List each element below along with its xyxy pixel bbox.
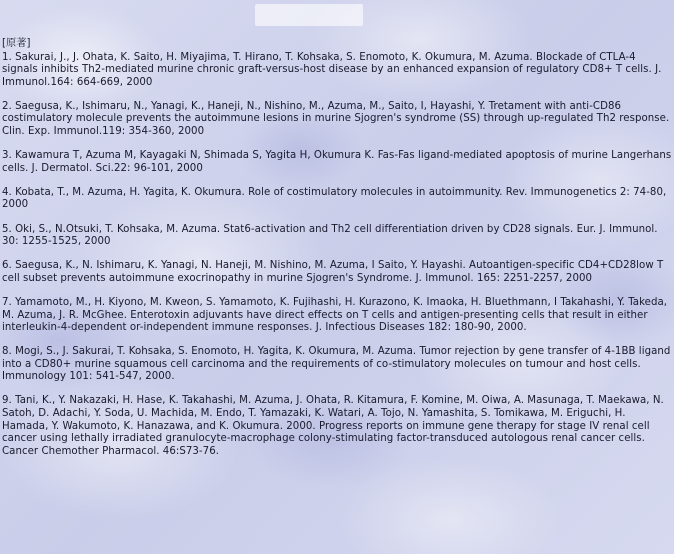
reference-item-7: 7. Yamamoto, M., H. Kiyono, M. Kweon, S. Yamamoto, K. Fujihashi, H. Kurazono, K. Imaoka, H. Bluethmann, I Takahashi, Y. Takeda, M. Azuma, J. R. McGhee. Enterotoxin adjuvants have direct effects on T cells and antigen-presenting cells that result in either interleukin-4-dependent or-independent immune responses. J. Infectious Diseases 182: 180-90, 2000. — [2, 296, 668, 334]
reference-item-2: 2. Saegusa, K., Ishimaru, N., Yanagi, K., Haneji, N., Nishino, M., Azuma, M., Saito, I, Hayashi, Y. Tretament with anti-CD86 costimulatory molecule prevents the autoimmune lesions in murine Sjogren's syndrome (SS) through up-regulated Th2 response. Clin. Exp. Immunol.119: 354-360, 2000 — [2, 100, 670, 138]
reference-item-6: 6. Saegusa, K., N. Ishimaru, K. Yanagi, N. Haneji, M. Nishino, M. Azuma, I Saito, Y. Hayashi. Autoantigen-specific CD4+CD28low T cell subset prevents autoimmune exocrinopathy in murine Sjogren's Syndrome. J. Immunol. 165: 2251-2257, 2000 — [2, 260, 664, 284]
publication-list — [2, 38, 672, 470]
reference-item-5: 5. Oki, S., N.Otsuki, T. Kohsaka, M. Azuma. Stat6-activation and Th2 cell differentiation driven by CD28 signals. Eur. J. Immunol. 30: 1255-1525, 2000 — [2, 223, 658, 248]
top-header-box — [255, 4, 363, 26]
reference-item-4: 4. Kobata, T., M. Azuma, H. Yagita, K. Okumura. Role of costimulatory molecules in autoimmunity. Rev. Immunogenetics 2: 74-80, 2000 — [2, 186, 667, 211]
reference-item-1: 1. Sakurai, J., J. Ohata, K. Saito, H. Miyajima, T. Hirano, T. Kohsaka, S. Enomoto, K. Okumura, M. Azuma. Blockade of CTLA-4 signals inhibits Th2-mediated murine chronic graft-versus-host disease by an enhanced expansion of regulatory CD8+ T cells. J. Immunol.164: 664-669, 2000 — [2, 51, 662, 88]
reference-item-9: 9. Tani, K., Y. Nakazaki, H. Hase, K. Takahashi, M. Azuma, J. Ohata, R. Kitamura, F. Komine, M. Oiwa, A. Masunaga, T. Maekawa, N. Satoh, D. Adachi, Y. Soda, U. Machida, M. Endo, T. Yamazaki, K. Watari, A. Tojo, N. Yamashita, S. Tomikawa, M. Eriguchi, H. Hamada, Y. Wakumoto, K. Hanazawa, and K. Okumura. 2000. Progress reports on immune gene therapy for stage IV renal cell cancer using lethally irradiated granulocyte-macrophage colony-stimulating factor-transduced autologous renal cancer cells. Cancer Chemother Pharmacol. 46:S73-76. — [2, 395, 664, 457]
reference-item-8: 8. Mogi, S., J. Sakurai, T. Kohsaka, S. Enomoto, H. Yagita, K. Okumura, M. Azuma. Tumor rejection by gene transfer of 4-1BB ligand into a CD80+ murine squamous cell carcinoma and the requirements of co-stimulatory molecules on tumour and host cells. Immunology 101: 541-547, 2000. — [2, 346, 671, 383]
section-header: [原著] — [2, 38, 31, 49]
reference-item-3: 3. Kawamura T, Azuma M, Kayagaki N, Shimada S, Yagita H, Okumura K. Fas-Fas ligand-mediated apoptosis of murine Langerhans cells. J. Dermatol. Sci.22: 96-101, 2000 — [2, 150, 672, 174]
